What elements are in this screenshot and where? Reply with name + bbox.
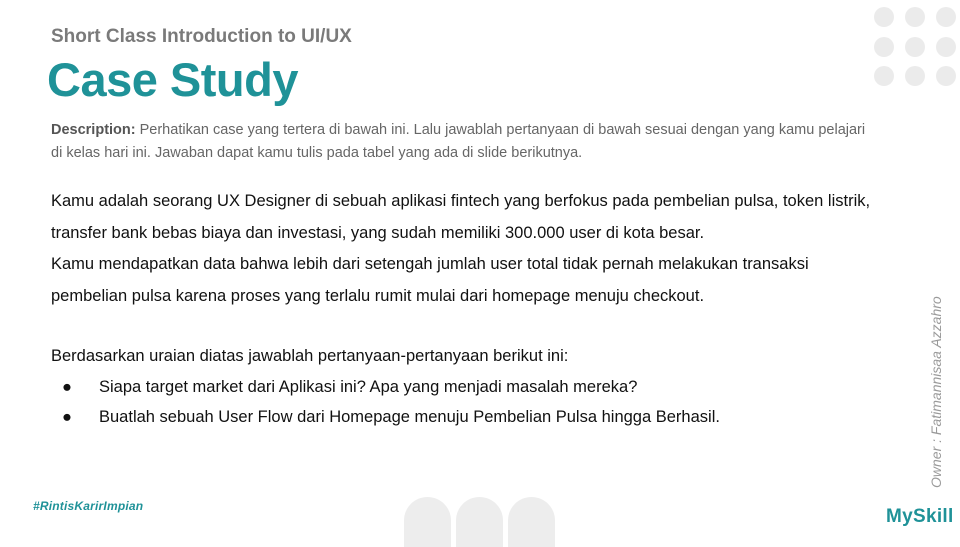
description-block (51, 119, 871, 165)
question-item (62, 372, 720, 402)
decorative-bottom-shapes (404, 497, 556, 540)
slide-subtitle: Short Class Introduction to UI/UX (51, 26, 352, 47)
decorative-dot-grid (874, 7, 956, 87)
decorative-dot (936, 37, 956, 57)
case-paragraph-1: Kamu adalah seorang UX Designer di sebuah aplikasi fintech yang berfokus pada pembelian pulsa, token listrik, transfer bank bebas biaya dan investasi, yang sudah memiliki 300.000 user di kota besar. (51, 192, 871, 242)
bullet-icon: ● (62, 408, 72, 426)
question-text: Buatlah sebuah User Flow dari Homepage menuju Pembelian Pulsa hingga Berhasil. (99, 408, 720, 426)
decorative-dot (874, 7, 894, 27)
decorative-dot (905, 66, 925, 86)
decorative-dot (905, 7, 925, 27)
owner-credit: Owner : Fatimannisaa Azzahro (928, 296, 944, 488)
description-text: Perhatikan case yang tertera di bawah ini. Lalu jawablah pertanyaan di bawah sesuai dengan yang kamu pelajari di kelas hari ini. Jawaban dapat kamu tulis pada tabel yang ada di slide berikutnya. (51, 122, 866, 161)
question-text: Siapa target market dari Aplikasi ini? Apa yang menjadi masalah mereka? (99, 378, 638, 396)
slide-title: Case Study (47, 53, 298, 106)
question-item (62, 402, 720, 432)
bullet-icon: ● (62, 378, 72, 396)
decorative-dot (936, 66, 956, 86)
case-text (51, 186, 871, 312)
decorative-dot (905, 37, 925, 57)
description-label: Description: (51, 122, 136, 138)
question-list (62, 372, 720, 432)
decorative-dot (936, 7, 956, 27)
myskill-logo: MySkill (886, 506, 954, 527)
decorative-dot (874, 66, 894, 86)
hashtag-logo: #RintisKarirImpian (33, 499, 144, 513)
decorative-dot (874, 37, 894, 57)
case-paragraph-2: Kamu mendapatkan data bahwa lebih dari setengah jumlah user total tidak pernah melakukan transaksi pembelian pulsa karena proses yang terlalu rumit mulai dari homepage menuju checkout. (51, 255, 809, 305)
questions-intro: Berdasarkan uraian diatas jawablah pertanyaan-pertanyaan berikut ini: (51, 347, 569, 365)
